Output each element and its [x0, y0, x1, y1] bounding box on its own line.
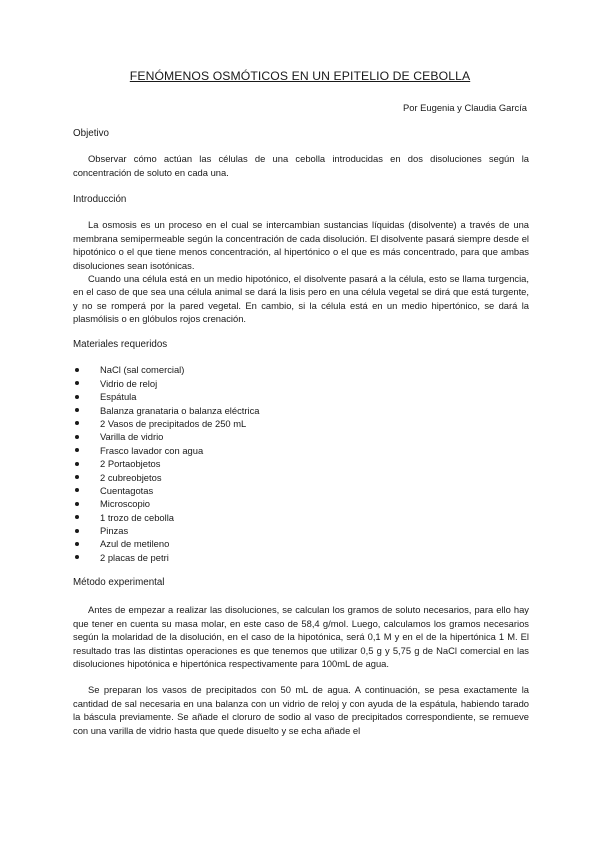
section-metodo: [73, 576, 529, 737]
list-item: NaCl (sal comercial): [73, 363, 529, 376]
list-item: Espátula: [73, 390, 529, 403]
section-introduccion: [73, 193, 529, 326]
list-item: 1 trozo de cebolla: [73, 511, 529, 524]
list-item: Cuentagotas: [73, 484, 529, 497]
bullet-icon: [75, 408, 79, 412]
bullet-icon: [75, 395, 79, 399]
metodo-paragraph-1: Antes de empezar a realizar las disoluciones, se calculan los gramos de soluto necesarios, para ello hay que tener en cuenta su masa molar, en este caso de 58,4 g/mol. Luego, calculamos los gramos necesarios según la molaridad de la disolución, en el caso de la hipotónica, será 0,1 M y en el de la hipertónica 1 M. El resultado tras las distintas operaciones es que tenemos que utilizar 0,5 g y 5,75 g de NaCl comercial en las disoluciones hipotónica e hipertónica respectivamente para 100mL de agua.: [73, 604, 529, 670]
heading-materiales: Materiales requeridos: [73, 339, 168, 350]
bullet-icon: [75, 435, 79, 439]
authors-line: Por Eugenia y Claudia García: [402, 102, 527, 113]
list-item: Varilla de vidrio: [73, 430, 529, 443]
heading-metodo: Método experimental: [73, 577, 165, 588]
bullet-icon: [75, 368, 79, 372]
bullet-icon: [75, 421, 79, 425]
section-objetivo: [73, 127, 529, 179]
document-title: FENÓMENOS OSMÓTICOS EN UN EPITELIO DE CEBOLLA: [129, 69, 471, 83]
list-item: Balanza granataria o balanza eléctrica: [73, 404, 529, 417]
bullet-icon: [75, 488, 79, 492]
objetivo-text: Observar cómo actúan las células de una cebolla introducidas en dos disoluciones según la concentración de soluto en cada una.: [73, 153, 529, 178]
list-item: Vidrio de reloj: [73, 377, 529, 390]
list-item: 2 Portaobjetos: [73, 457, 529, 470]
list-item: 2 cubreobjetos: [73, 471, 529, 484]
bullet-icon: [75, 381, 79, 385]
metodo-paragraph-2: Se preparan los vasos de precipitados con 50 mL de agua. A continuación, se pesa exactamente la cantidad de sal necesaria en una balanza con un vidrio de reloj y con ayuda de la espátula, habiendo tarado la báscula previamente. Se añade el cloruro de sodio al vaso de precipitados correspondiente, se remueve con una varilla de vidrio hasta que quede disuelto y se echa añade el: [73, 684, 529, 736]
introduccion-paragraph-2: Cuando una célula está en un medio hipotónico, el disolvente pasará a la célula, esto se llama turgencia, en el caso de que sea una célula animal se dará la lisis pero en una célula vegetal se dirá que está turgente, y no se romperá por la pared vegetal. En cambio, si la célula está en un medio hipertónico, se dará la plasmólisis o en glóbulos rojos crenación.: [73, 273, 529, 325]
bullet-icon: [75, 448, 79, 452]
introduccion-paragraph-1: La osmosis es un proceso en el cual se intercambian sustancias líquidas (disolvente) a través de una membrana semipermeable según la concentración de cada disolución. El disolvente pasará siempre desde el hipotónico o el que tiene menos concentración, al hipertónico o el que es más concentrado, para que ambas disoluciones sean isotónicas.: [73, 219, 529, 271]
materials-list: [73, 363, 529, 564]
list-item: Azul de metileno: [73, 537, 529, 550]
bullet-icon: [75, 502, 79, 506]
bullet-icon: [75, 515, 79, 519]
bullet-icon: [75, 462, 79, 466]
section-materiales: [73, 338, 529, 564]
heading-introduccion: Introducción: [73, 194, 127, 205]
list-item: Pinzas: [73, 524, 529, 537]
list-item: Frasco lavador con agua: [73, 444, 529, 457]
list-item: Microscopio: [73, 497, 529, 510]
list-item: 2 Vasos de precipitados de 250 mL: [73, 417, 529, 430]
bullet-icon: [75, 542, 79, 546]
bullet-icon: [75, 555, 79, 559]
heading-objetivo: Objetivo: [73, 128, 109, 139]
bullet-icon: [75, 475, 79, 479]
list-item: 2 placas de petri: [73, 551, 529, 564]
bullet-icon: [75, 529, 79, 533]
